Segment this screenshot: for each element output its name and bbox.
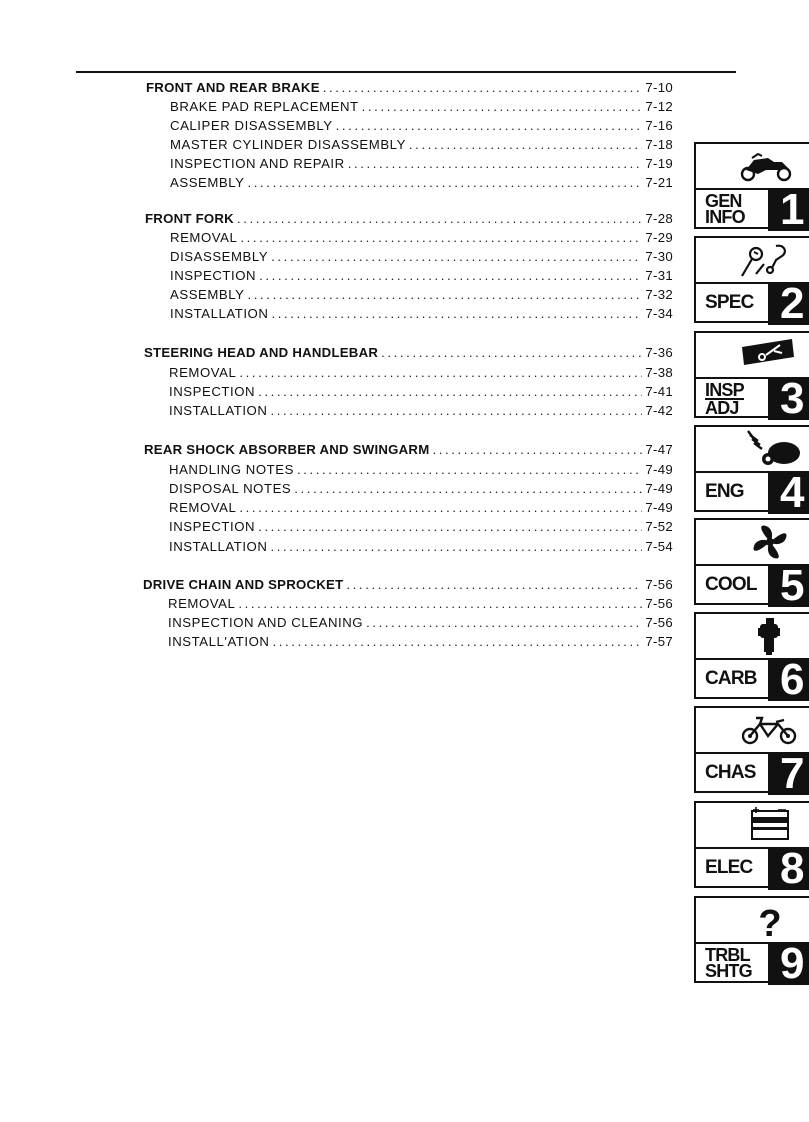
svg-text:?: ?: [758, 903, 782, 942]
toc-page-number: 7-31: [645, 268, 673, 283]
toc-item[interactable]: [170, 137, 673, 156]
toc-item[interactable]: [168, 634, 673, 653]
chapter-tab-spec[interactable]: [694, 236, 809, 328]
tab-label: TRBL SHTG: [705, 945, 752, 981]
toc-item[interactable]: [168, 615, 673, 634]
tab-label: GEN INFO: [705, 191, 745, 227]
leader-dots: [271, 249, 642, 264]
leader-dots: [240, 230, 642, 245]
toc-item[interactable]: [170, 118, 673, 137]
toc-page-number: 7-16: [645, 118, 673, 133]
leader-dots: [270, 539, 642, 554]
toc-item-label: CALIPER DISASSEMBLY: [170, 118, 333, 133]
toc-item-label: REMOVAL: [169, 500, 237, 515]
leader-dots: [409, 137, 642, 152]
leader-dots: [346, 577, 642, 592]
toc-item-label: INSTALLATION: [169, 539, 268, 554]
leader-dots: [258, 384, 642, 399]
tab-number: 7: [768, 752, 809, 795]
leader-dots: [336, 118, 643, 133]
toc-item-label: INSPECTION AND REPAIR: [170, 156, 345, 171]
toc-section-front-fork[interactable]: [145, 211, 673, 230]
toc-item-label: ASSEMBLY: [170, 175, 245, 190]
toc-item[interactable]: [170, 268, 673, 287]
tab-label: ENG: [705, 481, 744, 502]
toc-page-number: 7-49: [645, 481, 673, 496]
toc-page-number: 7-47: [645, 442, 673, 457]
engine-icon: [696, 427, 809, 471]
chapter-tab-carb[interactable]: [694, 612, 809, 704]
toc-item-label: INSTALLATION: [169, 403, 268, 418]
adjust-icon: [696, 333, 809, 377]
leader-dots: [432, 442, 642, 457]
toc-section-title: REAR SHOCK ABSORBER AND SWINGARM: [144, 442, 430, 457]
toc-page-number: 7-28: [645, 211, 673, 226]
toc-item-label: INSPECTION: [169, 384, 256, 399]
toc-section-drive-chain-and-sprocket[interactable]: [143, 577, 673, 596]
toc-page-number: 7-49: [645, 462, 673, 477]
toc-page-number: 7-38: [645, 365, 673, 380]
toc-item[interactable]: [168, 596, 673, 615]
toc-item-label: INSTALL'ATION: [168, 634, 270, 649]
toc-page-number: 7-56: [645, 615, 673, 630]
toc-item[interactable]: [169, 500, 673, 519]
battery-icon: [696, 803, 809, 847]
toc-section-title: STEERING HEAD AND HANDLEBAR: [144, 345, 379, 360]
toc-item[interactable]: [169, 365, 673, 384]
toc-item-label: ASSEMBLY: [170, 287, 245, 302]
toc-item-label: MASTER CYLINDER DISASSEMBLY: [170, 137, 406, 152]
toc-page-number: 7-34: [645, 306, 673, 321]
toc-section-title: FRONT FORK: [145, 211, 234, 226]
toc-page-number: 7-10: [645, 80, 673, 95]
leader-dots: [270, 403, 642, 418]
leader-dots: [323, 80, 643, 95]
toc-page-number: 7-32: [645, 287, 673, 302]
chapter-tab-elec[interactable]: [694, 801, 809, 893]
toc-section-steering-head-and-handlebar[interactable]: [144, 345, 673, 364]
chapter-tab-cool[interactable]: [694, 518, 809, 610]
toc-section-rear-shock-absorber-and-swingarm[interactable]: [144, 442, 673, 461]
chapter-tab-chas[interactable]: [694, 706, 809, 798]
tab-label: CARB: [705, 668, 757, 689]
toc-page-number: 7-56: [645, 596, 673, 611]
tab-number: 8: [768, 847, 809, 890]
toc-item-label: REMOVAL: [168, 596, 236, 611]
toc-page-number: 7-12: [645, 99, 673, 114]
toc-item[interactable]: [169, 539, 673, 558]
leader-dots: [248, 287, 643, 302]
toc-item[interactable]: [169, 481, 673, 500]
leader-dots: [362, 99, 643, 114]
toc-item[interactable]: [170, 306, 673, 325]
leader-dots: [237, 211, 642, 226]
toc-section-title: FRONT AND REAR BRAKE: [146, 80, 320, 95]
toc-item-label: REMOVAL: [170, 230, 238, 245]
toc-item[interactable]: [170, 99, 673, 118]
toc-page-number: 7-29: [645, 230, 673, 245]
tab-number: 5: [768, 564, 809, 607]
toc-item-label: DISPOSAL NOTES: [169, 481, 292, 496]
leader-dots: [348, 156, 643, 171]
chapter-tab-gen-info[interactable]: [694, 142, 809, 234]
leader-dots: [271, 306, 642, 321]
chapter-tab-insp-adj[interactable]: [694, 331, 809, 423]
toc-page-number: 7-30: [645, 249, 673, 264]
toc-item[interactable]: [170, 175, 673, 194]
leader-dots: [239, 365, 642, 380]
tools-icon: [696, 238, 809, 282]
toc-item-label: INSPECTION AND CLEANING: [168, 615, 364, 630]
toc-page-number: 7-54: [645, 539, 673, 554]
toc-page-number: 7-56: [645, 577, 673, 592]
leader-dots: [238, 596, 642, 611]
toc-page-number: 7-18: [645, 137, 673, 152]
leader-dots: [248, 175, 643, 190]
toc-page-number: 7-52: [645, 519, 673, 534]
toc-page-number: 7-57: [645, 634, 673, 649]
toc-item[interactable]: [169, 462, 673, 481]
leader-dots: [297, 462, 642, 477]
toc-page-number: 7-49: [645, 500, 673, 515]
top-rule: [76, 71, 736, 73]
toc-section-title: DRIVE CHAIN AND SPROCKET: [143, 577, 344, 592]
toc-page-number: 7-42: [645, 403, 673, 418]
toc-item[interactable]: [169, 519, 673, 538]
tab-number: 2: [768, 282, 809, 325]
leader-dots: [259, 268, 642, 283]
tab-label: SPEC: [705, 292, 754, 313]
leader-dots: [273, 634, 643, 649]
toc-item[interactable]: [170, 156, 673, 175]
toc-page-number: 7-36: [645, 345, 673, 360]
tab-label: CHAS: [705, 762, 756, 783]
toc-section-front-and-rear-brake[interactable]: [146, 80, 673, 99]
toc-item[interactable]: [170, 230, 673, 249]
chapter-tab-eng[interactable]: [694, 425, 809, 517]
toc-page-number: 7-19: [645, 156, 673, 171]
leader-dots: [366, 615, 642, 630]
leader-dots: [294, 481, 642, 496]
toc-item[interactable]: [169, 403, 673, 422]
toc-item[interactable]: [169, 384, 673, 403]
tab-number: 3: [768, 377, 809, 420]
toc-item-label: REMOVAL: [169, 365, 237, 380]
tab-label: ELEC: [705, 857, 753, 878]
tab-label: COOL: [705, 574, 757, 595]
leader-dots: [258, 519, 642, 534]
chapter-tab-trbl-shtg[interactable]: [694, 896, 809, 988]
tab-number: 6: [768, 658, 809, 701]
toc-item-label: INSPECTION: [169, 519, 256, 534]
tab-label: INSP ADJ: [705, 380, 744, 418]
leader-dots: [239, 500, 642, 515]
question-icon: [696, 898, 809, 942]
toc-page-number: 7-41: [645, 384, 673, 399]
toc-item-label: INSPECTION: [170, 268, 257, 283]
fan-icon: [696, 520, 809, 564]
toc-item-label: HANDLING NOTES: [169, 462, 294, 477]
toc-item-label: DISASSEMBLY: [170, 249, 269, 264]
tab-number: 9: [768, 942, 809, 985]
toc-item-label: INSTALLATION: [170, 306, 269, 321]
toc-page-number: 7-21: [645, 175, 673, 190]
chassis-motorcycle-icon: [696, 708, 809, 752]
motorcycle-icon: [696, 144, 809, 188]
tab-number: 1: [768, 188, 809, 231]
leader-dots: [381, 345, 642, 360]
toc-item[interactable]: [170, 249, 673, 268]
toc-item[interactable]: [170, 287, 673, 306]
carburetor-icon: [696, 614, 809, 658]
tab-number: 4: [768, 471, 809, 514]
toc-item-label: BRAKE PAD REPLACEMENT: [170, 99, 359, 114]
